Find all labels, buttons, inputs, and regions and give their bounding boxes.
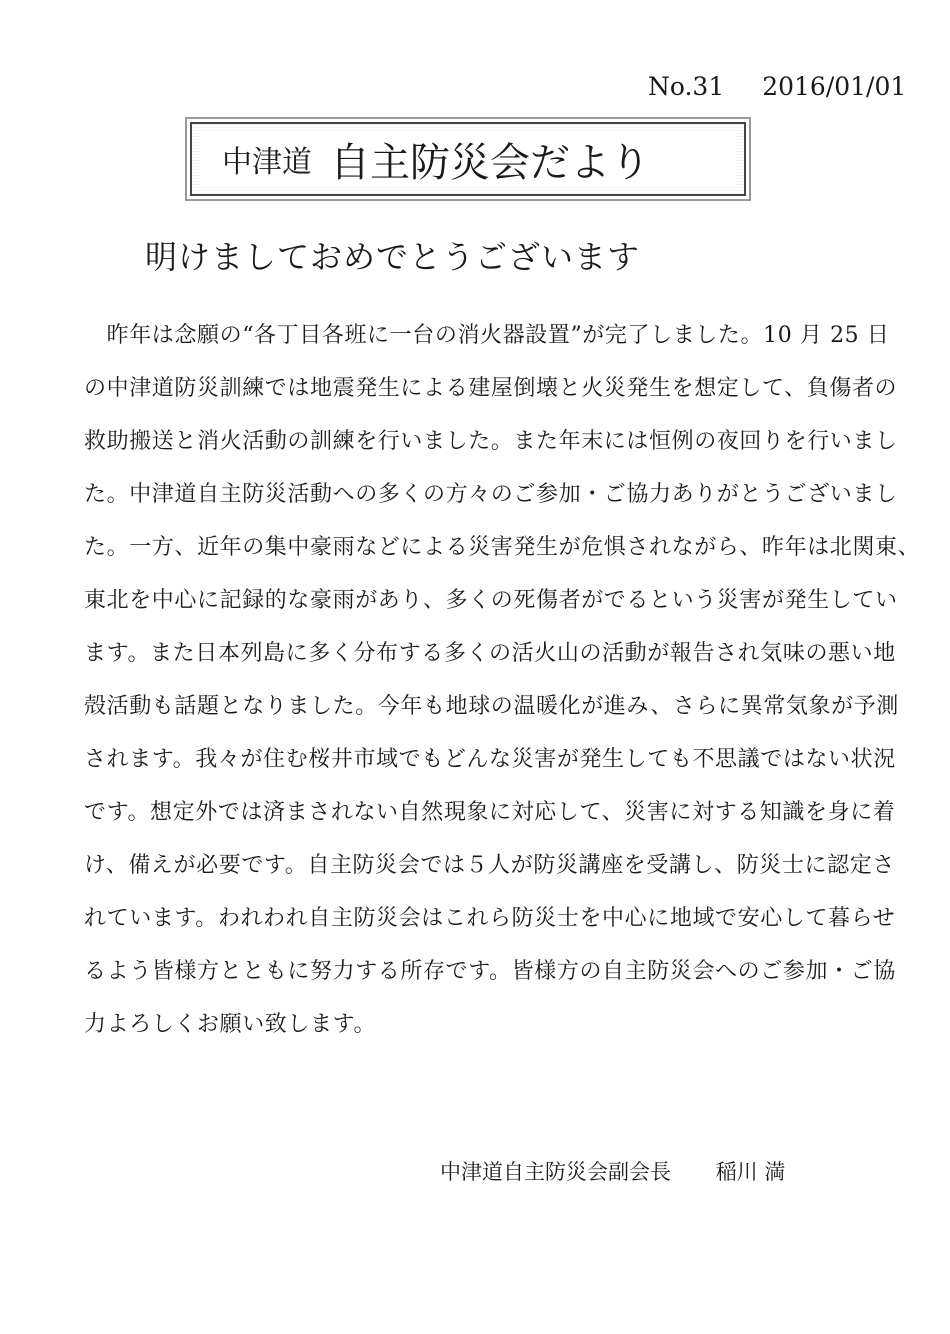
body-line: されます。我々が住む桜井市域でもどんな災害が発生しても不思議ではない状況 (84, 747, 896, 772)
body-line: 力よろしくお願い致します。 (84, 1012, 377, 1037)
signature (440, 1156, 785, 1186)
body-line: です。想定外では済まされない自然現象に対応して、災害に対する知識を身に着 (84, 800, 896, 825)
body-line: け、備えが必要です。自主防災会では５人が防災講座を受講し、防災士に認定さ (84, 853, 895, 878)
body-line: 東北を中心に記録的な豪雨があり、多くの死傷者がでるという災害が発生してい (84, 588, 898, 613)
body-line: るよう皆様方とともに努力する所存です。皆様方の自主防災会へのご参加・ご協 (84, 959, 896, 984)
signature-name: 稲川 満 (715, 1160, 786, 1184)
body-line: れています。われわれ自主防災会はこれら防災士を中心に地域で安心して暮らせ (84, 906, 896, 931)
body-line: の中津道防災訓練では地震発生による建屋倒壊と火災発生を想定して、負傷者の (84, 376, 898, 401)
body-line: た。中津道自主防災活動への多くの方々のご参加・ご協力ありがとうございまし (84, 482, 898, 507)
title-main: 自主防災会だより (330, 139, 650, 186)
body-line: 殻活動も話題となりました。今年も地球の温暖化が進み、さらに異常気象が予測 (84, 694, 899, 719)
title-prefix: 中津道 (222, 145, 312, 180)
newsletter-title (200, 132, 736, 186)
newsletter-title-frame (190, 122, 746, 196)
body-line: 昨年は念願の“各丁目各班に一台の消火器設置”が完了しました。10 月 25 日 (84, 323, 890, 348)
body-line: た。一方、近年の集中豪雨などによる災害発生が危惧されながら、昨年は北関東、 (84, 535, 921, 560)
issue-date: 2016/01/01 (762, 72, 907, 101)
new-year-greeting: 明けましておめでとうございます (145, 238, 641, 276)
body-line: ます。また日本列島に多く分布する多くの活火山の活動が報告され気味の悪い地 (84, 641, 896, 666)
issue-number: No.31 (648, 72, 725, 101)
body-paragraph (84, 316, 921, 1058)
body-line: 救助搬送と消火活動の訓練を行いました。また年末には恒例の夜回りを行いまし (84, 429, 898, 454)
issue-info (648, 72, 906, 101)
signature-role: 中津道自主防災会副会長 (440, 1160, 671, 1184)
